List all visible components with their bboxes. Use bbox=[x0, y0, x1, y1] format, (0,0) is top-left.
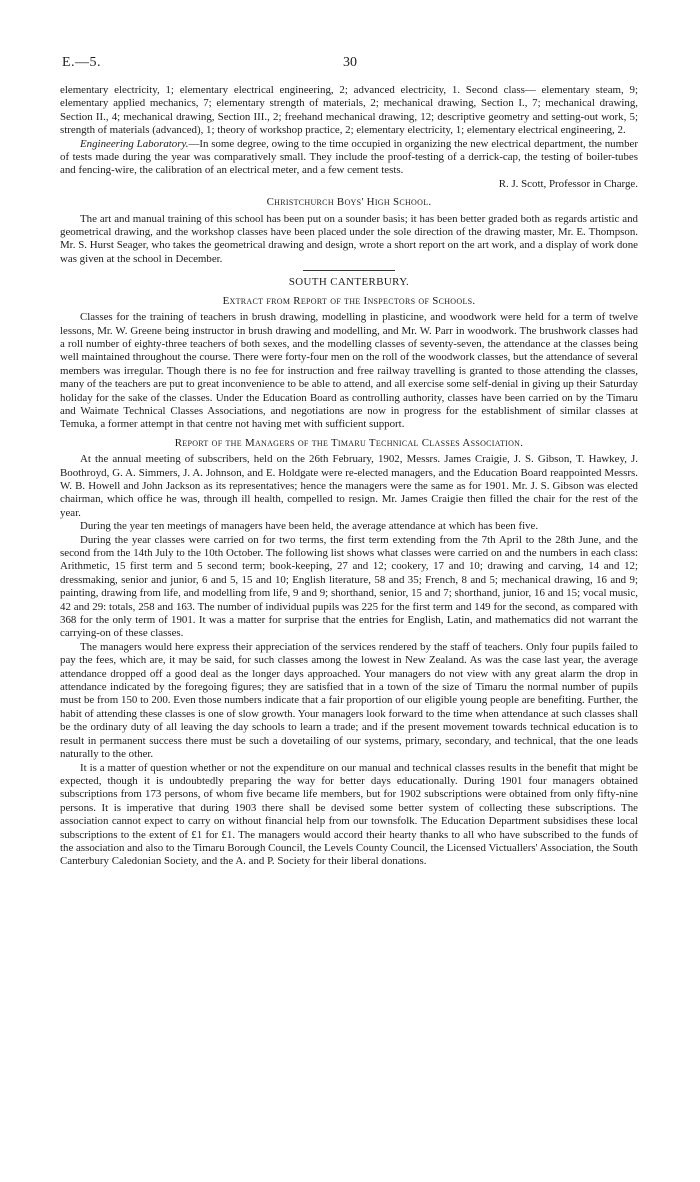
page-number: 30 bbox=[343, 55, 357, 70]
heading-christchurch-boys-high-school: Christchurch Boys' High School. bbox=[266, 196, 432, 209]
engineering-laboratory-lead: Engineering Laboratory. bbox=[80, 137, 189, 150]
paragraph-high-school: The art and manual training of this school has been put on a sounder basis; it has been better graded both as regards artistic and geometrical drawing, and the workshop classes have been placed under the sole direction of the drawing master, Mr. E. Thompson. Mr. S. Hurst Seager, who takes the geometrical drawing and design, wrote a short report on the art work, and a display of work done was given at the school in December. bbox=[60, 212, 638, 265]
paragraph-class-terms: During the year classes were carried on for two terms, the first term extending from the 7th April to the 28th June, and the second from the 14th July to the 10th October. The following list shows what classes were carried on and the numbers in each class: Arithmetic, 15 first term and 5 second term; book-keeping, 27 and 12; cookery, 17 and 10; drawing and carving, 14 and 12; dressmaking, senior and junior, 6 and 5, 15 and 10; English literature, 58 and 35; French, 8 and 5; mechanical drawing, 16 and 9; painting, drawing from life, and modelling from life, 9 and 9; shorthand, senior, 15 and 7; shorthand, junior, 16 and 15; vocal music, 42 and 29: totals, 258 and 163. The number of individual pupils was 225 for the first term and 149 for the second, as compared with 368 for the only term of 1901. It was a matter for surprise that the entries for English, Latin, and mathematics did not warrant the carrying-on of these classes. bbox=[60, 533, 638, 640]
paragraph-annual-meeting: At the annual meeting of subscribers, held on the 26th February, 1902, Messrs. James Craigie, J. S. Gibson, T. Hawkey, J. Boothroyd, G. A. Simmers, J. A. Johnson, and E. Holdgate were re-elected managers, and the Education Board reappointed Messrs. W. B. Howell and John Jackson as its representatives; hence the managers were the same as for 1901. Mr. J. S. Gibson was elected chairman, which office he was, through ill health, compelled to resign. Mr. James Craigie then filled the chair for the rest of the year. bbox=[60, 453, 638, 519]
paragraph-class-list: elementary electricity, 1; elementary electrical engineering, 2; advanced electricity, 1. Second class— elementary steam, 9; elementary applied mechanics, 7; elementary strength of materials, 2; mechanical drawing, Section I., 7; mechanical drawing, Section II., 4; mechanical drawing, Section III., 2; freehand mechanical drawing, 12; descriptive geometry and setting-out work, 5; strength of materials (advanced), 1; theory of workshop practice, 2; elementary electricity, 1; elementary electrical engineering, 2. bbox=[60, 84, 638, 137]
section-divider bbox=[303, 270, 395, 271]
page-reference: E.—5. bbox=[62, 55, 102, 70]
paragraph-teacher-training: Classes for the training of teachers in brush drawing, modelling in plasticine, and woodwork were held for a term of twelve lessons, Mr. W. Greene being instructor in brush drawing and modelling, and Mr. W. Parr in woodwork. The brushwork classes had a roll number of eighty-three teachers of both sexes, and the modelling classes of seventy-seven, the attendance at the classes being well maintained throughout the course. There were forty-four men on the roll of the woodwork classes, but the attendance of several members was irregular. Though there is no fee for instruction and free railway travelling is granted to those attending the classes, many of the teachers are put to great inconvenience to be able to attend, and all exercise some self-denial in giving up their Saturday holiday for the sake of the classes. Under the Education Board as controlling authority, classes have been carried on by the Timaru and Waimate Technical Classes Associations, and negotiations are now in progress for the establishment of similar classes at Temuka, a former attempt in that centre not having met with sufficient support. bbox=[60, 311, 638, 431]
heading-south-canterbury: SOUTH CANTERBURY. bbox=[288, 276, 410, 289]
paragraph-appreciation: The managers would here express their appreciation of the services rendered by the staff of teachers. Only four pupils failed to pay the fees, which are, it may be said, for such classes among the lowest in New Zealand. As was the case last year, the average attendance dropped off a good deal as the longer days approached. Your managers do not view with any great alarm the drop in attendance indicated by the foregoing figures; they are satisfied that in a town of the size of Timaru the normal number of pupils must be from 150 to 200. Even those numbers indicate that a fair proportion of our eligible young people are benefiting. Further, the habit of attending these classes is one of slow growth. Your managers look forward to the time when attendance at such classes shall be the ordinary duty of all leaving the day schools to learn a trade; and if the present movement towards technical education is to result in permanent success there must be such a dovetailing of our systems, primary, secondary, and technical, that the one leads naturally to the other. bbox=[60, 640, 638, 761]
paragraph-engineering-laboratory bbox=[60, 138, 638, 178]
engineering-laboratory-text: —In some degree, owing to the time occupied in organizing the new electrical department, the number of tests made during the year was comparatively small. They include the proof-testing of a derrick-cap, the testing of boiler-tubes and fencing-wire, the calibration of an electrical meter, and a few cement tests. bbox=[60, 137, 638, 177]
page-body bbox=[60, 84, 638, 869]
heading-managers-report: Report of the Managers of the Timaru Technical Classes Association. bbox=[174, 436, 524, 449]
heading-inspectors-report: Extract from Report of the Inspectors of Schools. bbox=[222, 294, 476, 307]
signature: R. J. Scott, Professor in Charge. bbox=[498, 177, 638, 190]
paragraph-expenditure: It is a matter of question whether or not the expenditure on our manual and technical classes results in the benefit that might be expected, though it is undoubtedly preparing the way for better days educationally. During 1901 four managers obtained subscriptions from 173 persons, of whom five became life members, but for 1902 subscriptions were obtained from only fifty-nine persons. It is imperative that during 1903 there shall be devised some better system of collecting these subscriptions. The association cannot expect to carry on without financial help from our townsfolk. The Education Department subsidises these local subscriptions to the extent of £1 for £1. The managers would accord their hearty thanks to all who have subscribed to the funds of the association and also to the Timaru Borough Council, the Levels County Council, the Licensed Victuallers' Association, the South Canterbury Caledonian Society, and the A. and P. Society for their liberal donations. bbox=[60, 761, 638, 868]
paragraph-meetings: During the year ten meetings of managers have been held, the average attendance at which has been five. bbox=[80, 520, 539, 533]
